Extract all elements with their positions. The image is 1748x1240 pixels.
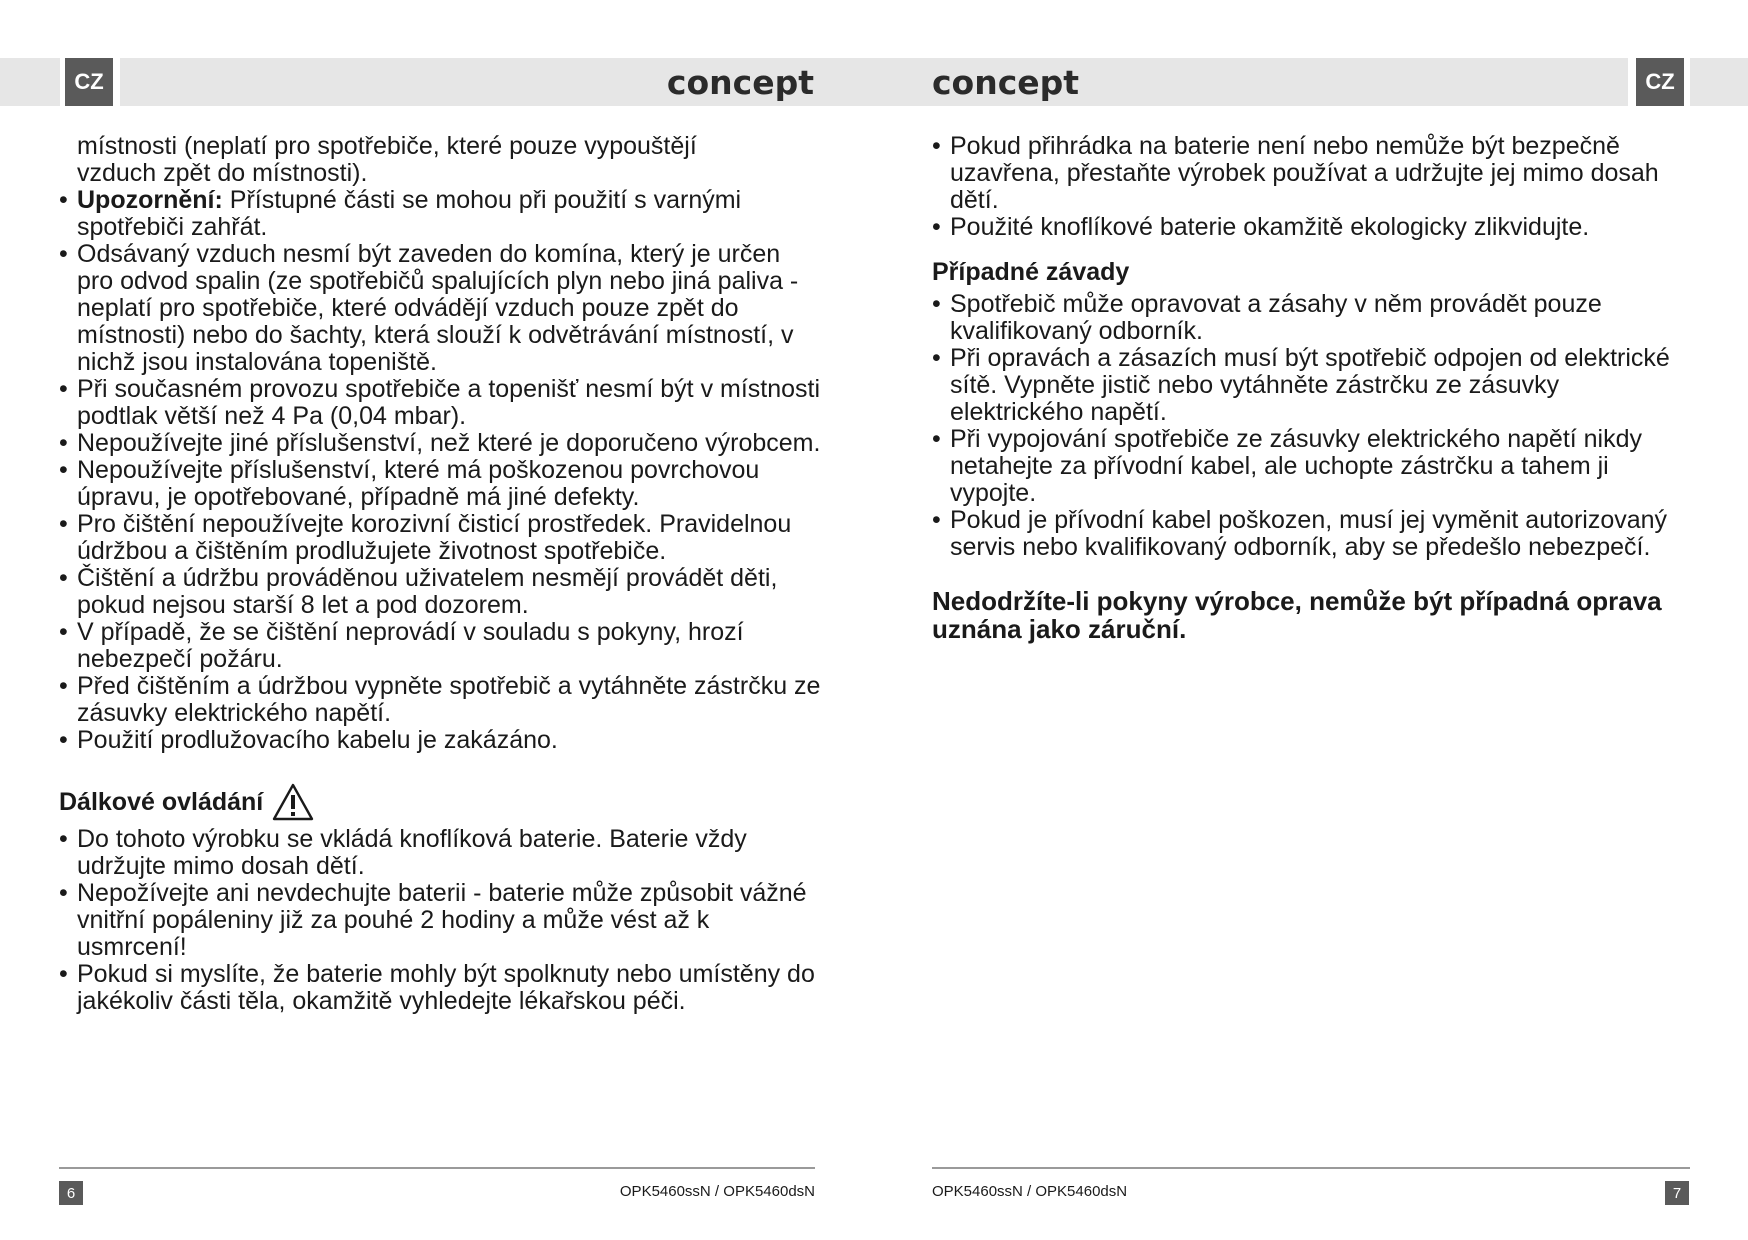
bullet: • (932, 344, 941, 372)
warning-triangle-icon (271, 782, 315, 822)
bullet: • (59, 726, 68, 754)
list-item (932, 291, 1692, 345)
list-item (59, 826, 823, 880)
list-item (932, 507, 1692, 561)
list-item (932, 214, 1692, 241)
list-item (59, 376, 823, 430)
list-item-text: Nepoužívejte jiné příslušenství, než které je doporučeno výrobcem. (77, 429, 821, 457)
list-item-text: Nepoužívejte příslušenství, které má poškozenou povrchovou úpravu, je opotřebované, případně má jiné defekty. (77, 456, 760, 511)
list-item (59, 511, 823, 565)
list-item-text: Odsávaný vzduch nesmí být zaveden do komína, který je určen pro odvod spalin (ze spotřebičů spalujících plyn nebo jiná paliva - neplatí pro spotřebiče, které odvádějí vzduch pouze zpět do místnosti) nebo do šachty, která slouží k odvětrávání místností, v nichž jsou instalována topeniště. (77, 240, 799, 376)
list-item-text: Spotřebič může opravovat a zásahy v něm provádět pouze kvalifikovaný odborník. (950, 290, 1602, 345)
bullet: • (59, 672, 68, 700)
bullet: • (932, 506, 941, 534)
right-page-content (932, 133, 1692, 643)
bullet: • (59, 429, 68, 457)
list-item (59, 241, 823, 376)
list-item (59, 727, 823, 754)
list-item-text: Pro čištění nepoužívejte korozivní čisticí prostředek. Pravidelnou údržbou a čištěním prodlužujete životnost spotřebiče. (77, 510, 792, 565)
list-item (59, 673, 823, 727)
continuation-text (59, 133, 823, 187)
model-number-left: OPK5460ssN / OPK5460dsN (619, 1183, 815, 1200)
language-badge-left: CZ (65, 58, 113, 106)
list-item-text: Při současném provozu spotřebiče a topenišť nesmí být v místnosti podtlak větší než 4 Pa (0,04 mbar). (77, 375, 821, 430)
list-item (59, 457, 823, 511)
header-band-right (1690, 58, 1748, 106)
bullet: • (932, 213, 941, 241)
bullet: • (932, 290, 941, 318)
list-item (932, 426, 1692, 507)
list-item (59, 565, 823, 619)
list-item-text: Pokud je přívodní kabel poškozen, musí jej vyměnit autorizovaný servis nebo kvalifikovaný odborník, aby se předešlo nebezpečí. (950, 506, 1668, 561)
list-item-text: Nepožívejte ani nevdechujte baterii - baterie může způsobit vážné vnitřní popáleniny již za pouhé 2 hodiny a může vést až k usmrcení! (77, 879, 807, 961)
left-page-content (59, 133, 823, 1015)
warning-text: Přístupné části se mohou při použití s varnými spotřebiči zahřát. (77, 186, 742, 241)
bullet: • (59, 618, 68, 646)
section-heading-text: Případné závady (932, 258, 1130, 286)
list-item-text: Do tohoto výrobku se vkládá knoflíková baterie. Baterie vždy udržujte mimo dosah dětí. (77, 825, 747, 880)
continuation-line: vzduch zpět do místnosti). (77, 159, 368, 187)
bullet: • (59, 456, 68, 484)
page-number-right: 7 (1665, 1181, 1689, 1205)
section-heading-remote (59, 782, 823, 822)
list-item (59, 880, 823, 961)
section-heading-faults (932, 257, 1692, 287)
list-item-text: Při vypojování spotřebiče ze zásuvky elektrického napětí nikdy netahejte za přívodní kabel, ale uchopte zástrčku a tahem ji vypojte. (950, 425, 1643, 507)
header-band-left (0, 58, 60, 106)
list-item (932, 133, 1692, 214)
warranty-note: Nedodržíte-li pokyny výrobce, nemůže být případná oprava uznána jako záruční. (932, 586, 1662, 644)
list-item-text: Čištění a údržbu prováděnou uživatelem nesmějí provádět děti, pokud nejsou starší 8 let a pod dozorem. (77, 564, 778, 619)
list-item-text: Použité knoflíkové baterie okamžitě ekologicky zlikvidujte. (950, 213, 1590, 241)
page-number-left: 6 (59, 1181, 83, 1205)
bullet: • (59, 240, 68, 268)
bullet: • (932, 132, 941, 160)
footer-rule-right (932, 1167, 1690, 1169)
bullet: • (59, 186, 68, 214)
section-heading-text: Dálkové ovládání (59, 788, 264, 816)
list-item-text: Pokud přihrádka na baterie není nebo nemůže být bezpečně uzavřena, přestaňte výrobek používat a udržujte jej mimo dosah dětí. (950, 132, 1659, 214)
list-item (59, 619, 823, 673)
list-item-text: Pokud si myslíte, že baterie mohly být spolknuty nebo umístěny do jakékoliv části těla, okamžitě vyhledejte lékařskou péči. (77, 960, 815, 1015)
bullet: • (59, 960, 68, 988)
list-item-warning (59, 187, 823, 241)
bullet: • (932, 425, 941, 453)
list-item-text: Před čištěním a údržbou vypněte spotřebič a vytáhněte zástrčku ze zásuvky elektrického napětí. (77, 672, 821, 727)
list-item-text: Použití prodlužovacího kabelu je zakázáno. (77, 726, 558, 754)
footer-rule-left (59, 1167, 815, 1169)
model-number-right: OPK5460ssN / OPK5460dsN (932, 1183, 1128, 1200)
bullet: • (59, 510, 68, 538)
brand-logo-left: concept (666, 62, 814, 102)
list-item (59, 961, 823, 1015)
bullet: • (59, 564, 68, 592)
language-badge-right: CZ (1636, 58, 1684, 106)
brand-logo-right: concept (932, 62, 1080, 102)
list-item-text: Při opravách a zásazích musí být spotřebič odpojen od elektrické sítě. Vypněte jistič nebo vytáhněte zástrčku ze zásuvky elektrického napětí. (950, 344, 1670, 426)
list-item (59, 430, 823, 457)
list-item-text: V případě, že se čištění neprovádí v souladu s pokyny, hrozí nebezpečí požáru. (77, 618, 744, 673)
continuation-line: místnosti (neplatí pro spotřebiče, které pouze vypouštějí (77, 132, 697, 160)
header-band-center (120, 58, 1628, 106)
list-item (932, 345, 1692, 426)
bullet: • (59, 375, 68, 403)
warning-label: Upozornění: (77, 186, 223, 214)
bullet: • (59, 879, 68, 907)
bullet: • (59, 825, 68, 853)
